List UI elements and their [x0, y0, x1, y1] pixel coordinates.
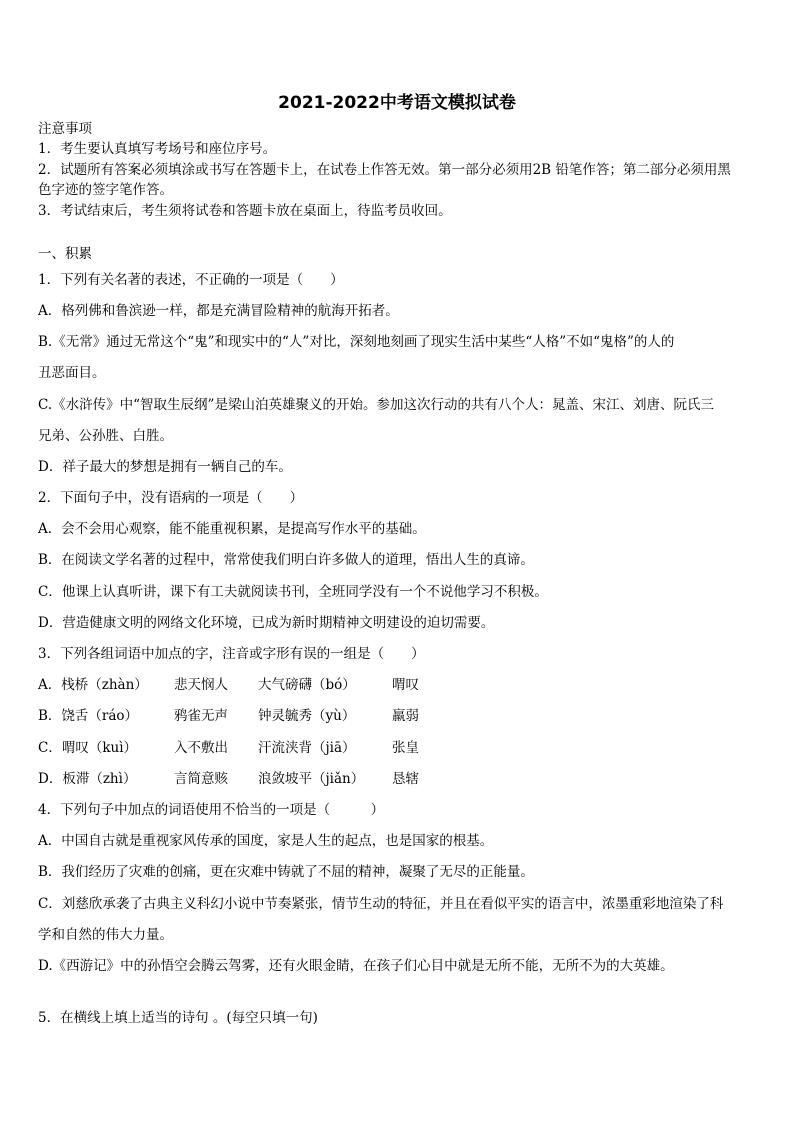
notice-item: 1．考生要认真填写考场号和座位序号。: [38, 141, 277, 157]
option-word: D．板滞（zhì）: [38, 771, 137, 787]
option-word: B．饶舌（ráo）: [38, 708, 139, 724]
option-d: D．营造健康文明的网络文化环境，已成为新时期精神文明建设的迫切需要。: [38, 615, 495, 631]
option-word: 大气磅礴（bó）: [258, 677, 356, 693]
option-d: D.《西游记》中的孙悟空会腾云驾雾，还有火眼金睛，在孩子们心目中就是无所不能，无所不为的大英雄。: [38, 958, 674, 974]
option-b: B．在阅读文学名著的过程中，常常使我们明白许多做人的道理，悟出人生的真谛。: [38, 552, 534, 568]
option-word: 汗流浃背（jiā）: [258, 740, 356, 756]
option-word: 鸦雀无声: [174, 708, 228, 724]
question-stem: 1．下列有关名著的表述，不正确的一项是（ ）: [38, 272, 344, 288]
section-heading: 一、积累: [38, 246, 92, 262]
option-word: 钟灵毓秀（yù）: [258, 708, 356, 724]
option-b: B．我们经历了灾难的创痛，更在灾难中铸就了不屈的精神，凝聚了无尽的正能量。: [38, 864, 534, 880]
option-word: 羸弱: [392, 708, 419, 724]
option-c-cont: 兄弟、公孙胜、白胜。: [38, 428, 173, 444]
option-a: A．格列佛和鲁滨逊一样，都是充满冒险精神的航海开拓者。: [38, 303, 399, 319]
option-b: B.《无常》通过无常这个“鬼”和现实中的“人”对比，深刻地刻画了现实生活中某些“人格”不如“鬼格”的人的: [38, 334, 675, 350]
notice-item: 3．考试结束后，考生须将试卷和答题卡放在桌面上，待监考员收回。: [38, 203, 452, 219]
option-c-cont: 学和自然的伟大力量。: [38, 927, 173, 943]
option-word: 浪敛坡平（jiǎn）: [258, 771, 365, 787]
option-word: 恳辖: [392, 771, 419, 787]
option-word: C．喟叹（kuì）: [38, 740, 138, 756]
option-word: 言简意赅: [174, 771, 228, 787]
option-b-cont: 丑恶面目。: [38, 365, 106, 381]
question-stem: 2．下面句子中，没有语病的一项是（ ）: [38, 490, 304, 506]
option-c: C．他课上认真听讲，课下有工夫就阅读书刊，全班同学没有一个不说他学习不积极。: [38, 584, 548, 600]
option-word: 喟叹: [392, 677, 419, 693]
notice-item: 2．试题所有答案必须填涂或书写在答题卡上，在试卷上作答无效。第一部分必须用2B 铅笔作答；第二部分必须用黑: [38, 162, 731, 178]
option-c: C．刘慈欣承袭了古典主义科幻小说中节奏紧张，情节生动的特征，并且在看似平实的语言中，浓墨重彩地渲染了科: [38, 896, 724, 912]
option-a: A．中国自古就是重视家风传承的国度，家是人生的起点，也是国家的根基。: [38, 833, 494, 849]
option-a: A．会不会用心观察，能不能重视积累，是提高写作水平的基础。: [38, 521, 426, 537]
question-stem: 3．下列各组词语中加点的字，注音或字形有误的一组是（ ）: [38, 646, 425, 662]
option-c: C.《水浒传》中“智取生辰纲”是梁山泊英雄聚义的开始。参加这次行动的共有八个人：晁盖、宋江、刘唐、阮氏三: [38, 397, 714, 413]
question-stem: 5．在横线上填上适当的诗句 。(每空只填一句): [38, 1010, 318, 1026]
question-stem: 4．下列句子中加点的词语使用不恰当的一项是（ ）: [38, 802, 385, 818]
notice-item: 色字迹的签字笔作答。: [38, 182, 173, 198]
option-word: 入不敷出: [174, 740, 228, 756]
notice-heading: 注意事项: [38, 121, 92, 137]
option-word: A．栈桥（zhàn）: [38, 677, 148, 693]
option-word: 悲天悯人: [174, 677, 228, 693]
option-d: D．祥子最大的梦想是拥有一辆自己的车。: [38, 459, 292, 475]
page-title: 2021-2022中考语文模拟试卷: [278, 93, 516, 113]
option-word: 张皇: [392, 740, 419, 756]
